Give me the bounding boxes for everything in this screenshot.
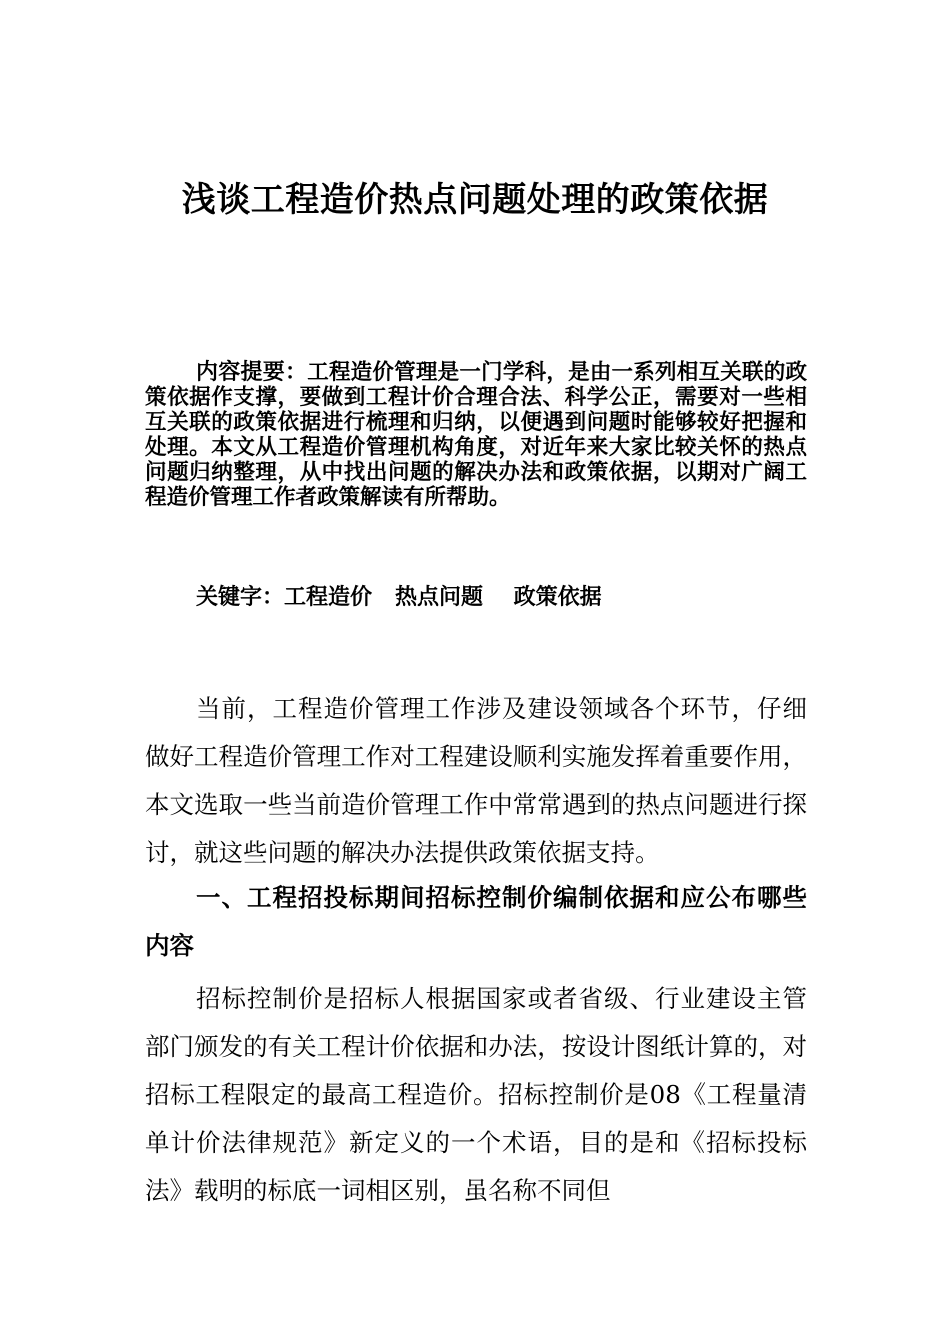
keywords [196, 583, 808, 613]
keyword-item: 政策依据 [513, 585, 602, 610]
abstract-label: 内容提要： [196, 360, 308, 385]
intro-paragraph: 当前，工程造价管理工作涉及建设领域各个环节，仔细做好工程造价管理工作对工程建设顺利实施发挥着重要作用，本文选取一些当前造价管理工作中常常遇到的热点问题进行探讨，就这些问题的解决办法提供政策依据支持。 [145, 694, 807, 867]
section-heading: 一、工程招投标期间招标控制价编制依据和应公布哪些内容 [145, 883, 807, 960]
keyword-item: 热点问题 [395, 585, 484, 610]
keyword-item: 工程造价 [284, 585, 373, 610]
keywords-label: 关键字： [196, 585, 285, 610]
document-title: 浅谈工程造价热点问题处理的政策依据 [181, 180, 769, 220]
keyword-spacer [372, 585, 395, 610]
section-paragraph: 招标控制价是招标人根据国家或者省级、行业建设主管部门颁发的有关工程计价依据和办法，按设计图纸计算的，对招标工程限定的最高工程造价。招标控制价是08《工程量清单计价法律规范》新定义的一个术语，目的是和《招标投标法》载明的标底一词相区别，虽名称不同但 [145, 984, 807, 1205]
abstract-text: 工程造价管理是一门学科，是由一系列相互关联的政策依据作支撑，要做到工程计价合理合法、科学公正，需要对一些相互关联的政策依据进行梳理和归纳，以便遇到问题时能够较好把握和处理。本文从工程造价管理机构角度，对近年来大家比较关怀的热点问题归纳整理，从中找出问题的解决办法和政策依据，以期对广阔工程造价管理工作者政策解读有所帮助。 [145, 360, 807, 510]
abstract [145, 360, 807, 510]
keyword-spacer [483, 585, 514, 610]
